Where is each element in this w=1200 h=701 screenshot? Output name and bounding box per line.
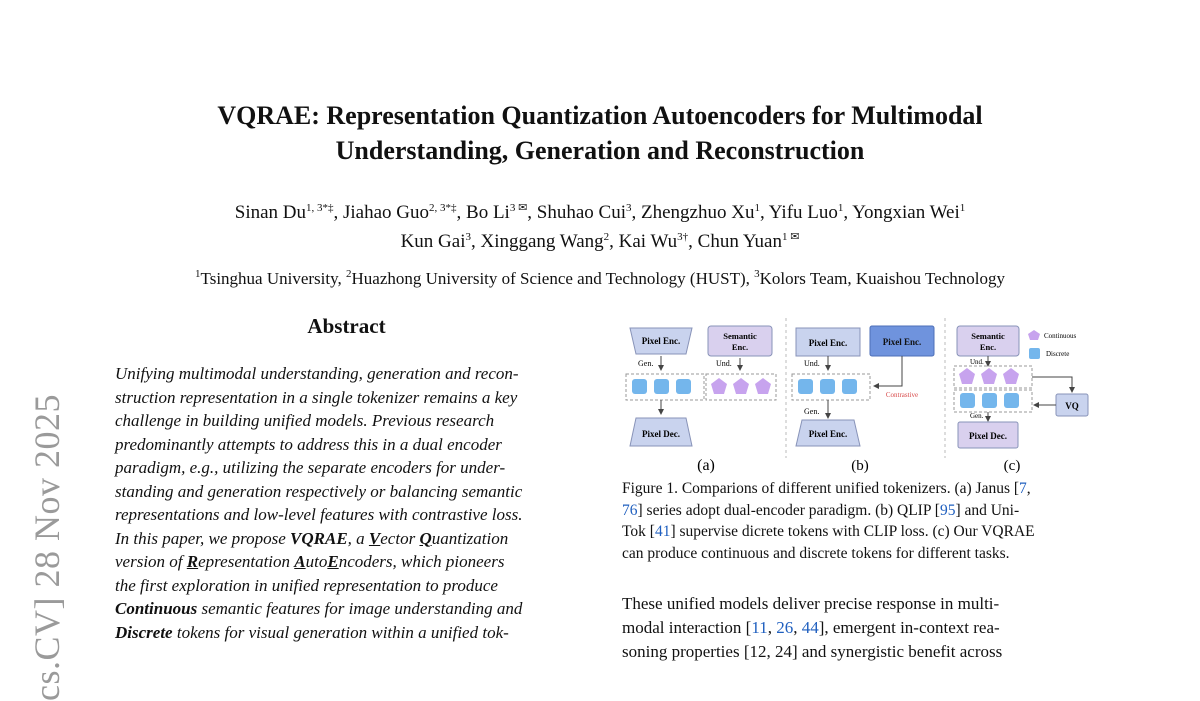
affiliations: $^1$Tsinghua University, $^2$Huazhong University of Science and Technology (HUST), $^3$Kolors Team, Kuaishou Technology	[195, 268, 1005, 288]
abstract-text: In this paper, we propose	[115, 528, 286, 548]
acronym-letter: V	[368, 528, 381, 548]
gen-label: Gen.	[804, 407, 820, 416]
abstract-text: ector	[380, 528, 420, 548]
pixel-enc-bottom-label: Pixel Enc.	[808, 429, 848, 439]
author-sup: 3	[465, 231, 471, 243]
title-line-2: Understanding, Generation and Reconstruction	[335, 136, 865, 165]
discrete-token	[676, 379, 691, 394]
author-name: Kun Gai	[400, 231, 466, 252]
und-label: Und.	[716, 359, 732, 368]
caption-text: Tok [	[622, 523, 655, 540]
caption-text: ] supervise dicrete tokens with CLIP loss. (c) Our VQRAE	[670, 523, 1035, 540]
arxiv-stamp: cs.CV] 28 Nov 2025	[27, 394, 67, 701]
abstract-line: paradigm, e.g., utilizing the separate encoders for under-	[115, 458, 506, 477]
acronym-letter: Q	[419, 528, 432, 548]
discrete-token	[820, 379, 835, 394]
abstract-line	[115, 621, 578, 645]
author-name: Shuhao Cui	[536, 202, 626, 223]
legend-continuous-icon	[1028, 330, 1040, 340]
semantic-enc-label-2: Enc.	[979, 342, 997, 352]
citation-link[interactable]: 44	[801, 618, 819, 637]
discrete-token	[982, 393, 997, 408]
author-sup: 3	[626, 202, 632, 214]
pixel-enc-label-2: Pixel Enc.	[882, 337, 922, 347]
caption-line	[622, 500, 1086, 522]
citation-link[interactable]: 41	[654, 523, 671, 540]
abstract-text: uto	[305, 552, 328, 571]
abstract-body	[115, 362, 578, 644]
author-name: Xinggang Wang	[480, 231, 604, 252]
affiliation-sup: 3	[754, 268, 760, 280]
pixel-enc-label: Pixel Enc.	[808, 338, 848, 348]
legend-discrete: Discrete	[1046, 350, 1070, 358]
continuous-token	[755, 378, 771, 394]
gen-label: Gen.	[638, 359, 654, 368]
und-label: Und.	[804, 359, 820, 368]
vqrae-name: VQRAE	[290, 528, 348, 548]
body-text: ,	[767, 618, 777, 637]
author-name: Jiahao Guo	[343, 202, 430, 223]
author-name: Kai Wu	[618, 231, 678, 252]
author-line-1: Sinan $Du^{1, 3*\ddagger}$, Jiahao Guo$^{2, 3*\ddagger}$, Bo $Li^{3 ✉}$, Shuhao Cui$^3$, Zhengzhuo Xu$^1$, Yifu Luo$^1$, Yongxian Wei$^1$	[234, 202, 966, 223]
panel-a	[626, 326, 776, 474]
pixel-dec-label: Pixel Dec.	[642, 429, 680, 439]
continuous-token	[733, 378, 749, 394]
und-label: Und.	[970, 358, 984, 366]
contrastive-label: Contrastive	[885, 391, 919, 399]
body-text: ], emergent in-context rea-	[818, 618, 1000, 637]
discrete-token	[798, 379, 813, 394]
abstract-text: ncoders, which pioneers	[338, 552, 505, 571]
author-name: Chun Yuan	[697, 231, 782, 252]
affiliation: Kolors Team, Kuaishou Technology	[759, 269, 1005, 288]
affiliation: Tsinghua University	[200, 269, 338, 288]
body-line: soning properties [12, 24] and synergistic benefit across	[622, 642, 1003, 661]
author-sup: 1, 3*‡	[306, 202, 334, 214]
panel-a-label: (a)	[697, 457, 715, 474]
abstract-text: tokens for visual generation within a unified tok-	[176, 622, 509, 642]
abstract-line	[115, 527, 578, 551]
vq-label: VQ	[1065, 401, 1079, 411]
abstract-text: epresentation	[198, 552, 295, 571]
figure-caption	[622, 478, 1086, 564]
author-name: Bo Li	[466, 202, 510, 223]
legend-discrete-icon	[1029, 348, 1040, 359]
abstract-line: the first exploration in unified representation to produce	[115, 575, 498, 595]
figure-1	[620, 318, 1090, 478]
body-text: ,	[793, 618, 802, 637]
discrete-token	[1004, 393, 1019, 408]
abstract-line: representations and low-level features with contrastive loss.	[115, 505, 523, 524]
abstract-line	[115, 550, 578, 574]
continuous-token	[1003, 368, 1019, 384]
gen-label: Gen.	[970, 412, 984, 420]
discrete-token	[654, 379, 669, 394]
caption-line	[622, 478, 1086, 500]
abstract-line: predominantly attempts to address this in a dual encoder	[115, 434, 502, 454]
discrete-token	[960, 393, 975, 408]
title-line-1: VQRAE: Representation Quantization Autoencoders for Multimodal	[217, 101, 983, 130]
legend-continuous: Continuous	[1044, 332, 1077, 340]
author-list	[0, 198, 1200, 256]
body-text: modal interaction [	[622, 618, 752, 637]
author-sup: 1	[837, 202, 844, 214]
abstract-text: uantization	[431, 528, 509, 548]
author-name: Yongxian Wei	[852, 202, 960, 223]
caption-text: ,	[1026, 480, 1031, 497]
author-sup: 3 ✉	[509, 202, 528, 214]
caption-line: can produce continuous and discrete tokens for different tasks.	[622, 544, 1010, 562]
acronym-letter: E	[327, 552, 339, 571]
citation-link[interactable]: 7	[1019, 480, 1027, 497]
caption-text: ] and Uni-	[955, 501, 1020, 519]
author-name: Sinan Du	[234, 202, 306, 223]
acronym-letter: R	[186, 552, 199, 571]
panel-c-label: (c)	[1003, 458, 1021, 474]
discrete-keyword: Discrete	[115, 622, 173, 642]
abstract-heading: Abstract	[307, 314, 386, 338]
abstract-text: version of	[115, 552, 183, 571]
paper-title	[0, 98, 1200, 168]
acronym-letter: A	[294, 552, 306, 571]
pixel-enc-label: Pixel Enc.	[641, 336, 681, 346]
author-sup: 2	[603, 231, 610, 243]
author-sup: 2, 3*‡	[429, 202, 457, 214]
abstract-line: challenge in building unified models. Previous research	[115, 411, 495, 430]
affiliation: Huazhong University of Science and Technology (HUST)	[351, 269, 746, 288]
author-name: Yifu Luo	[768, 202, 838, 223]
body-paragraph	[622, 592, 1086, 664]
author-sup: 1 ✉	[781, 231, 800, 243]
panel-c	[954, 326, 1088, 474]
author-sup: 1	[959, 202, 966, 214]
author-sup: 3†	[677, 231, 689, 243]
citation-link[interactable]: 95	[939, 501, 956, 519]
continuous-token	[959, 368, 975, 384]
pixel-dec-label: Pixel Dec.	[969, 431, 1007, 441]
author-sup: 1	[754, 202, 760, 214]
body-line	[622, 616, 1086, 640]
abstract-line: standing and generation respectively or balancing semantic	[115, 481, 523, 501]
caption-text: ] series adopt dual-encoder paradigm. (b) QLIP [	[637, 501, 940, 519]
abstract-text: semantic features for image understanding and	[201, 599, 523, 618]
citation-link[interactable]: 26	[776, 618, 794, 637]
author-line-2: Kun Gai$^3$, Xinggang Wang$^2$, Kai $Wu^{3\dagger}$, Chun Yuan$^{1 ✉}$	[400, 231, 800, 252]
abstract-line: struction representation in a single tokenizer remains a key	[115, 387, 518, 407]
author-name: Zhengzhuo Xu	[641, 202, 755, 223]
citation-link[interactable]: 76	[622, 501, 638, 519]
affiliation-sup: 1	[195, 268, 201, 280]
affiliation-sup: 2	[346, 268, 352, 280]
continuous-keyword: Continuous	[115, 599, 198, 618]
semantic-enc-label-1: Semantic	[971, 331, 1005, 341]
continuous-token	[981, 368, 997, 384]
caption-line	[622, 521, 1086, 543]
abstract-line	[115, 597, 578, 621]
panel-b-label: (b)	[851, 458, 869, 474]
discrete-token	[842, 379, 857, 394]
continuous-token	[711, 378, 727, 394]
panel-b	[792, 326, 934, 474]
citation-link[interactable]: 11	[751, 618, 768, 637]
abstract-text: , a	[347, 528, 369, 548]
semantic-enc-label-2: Enc.	[731, 342, 749, 352]
caption-text: Figure 1. Comparions of different unified tokenizers. (a) Janus [	[622, 480, 1020, 497]
abstract-line: Unifying multimodal understanding, generation and recon-	[115, 364, 519, 383]
semantic-enc-label-1: Semantic	[723, 331, 757, 341]
discrete-token	[632, 379, 647, 394]
body-line: These unified models deliver precise response in multi-	[622, 594, 1000, 613]
